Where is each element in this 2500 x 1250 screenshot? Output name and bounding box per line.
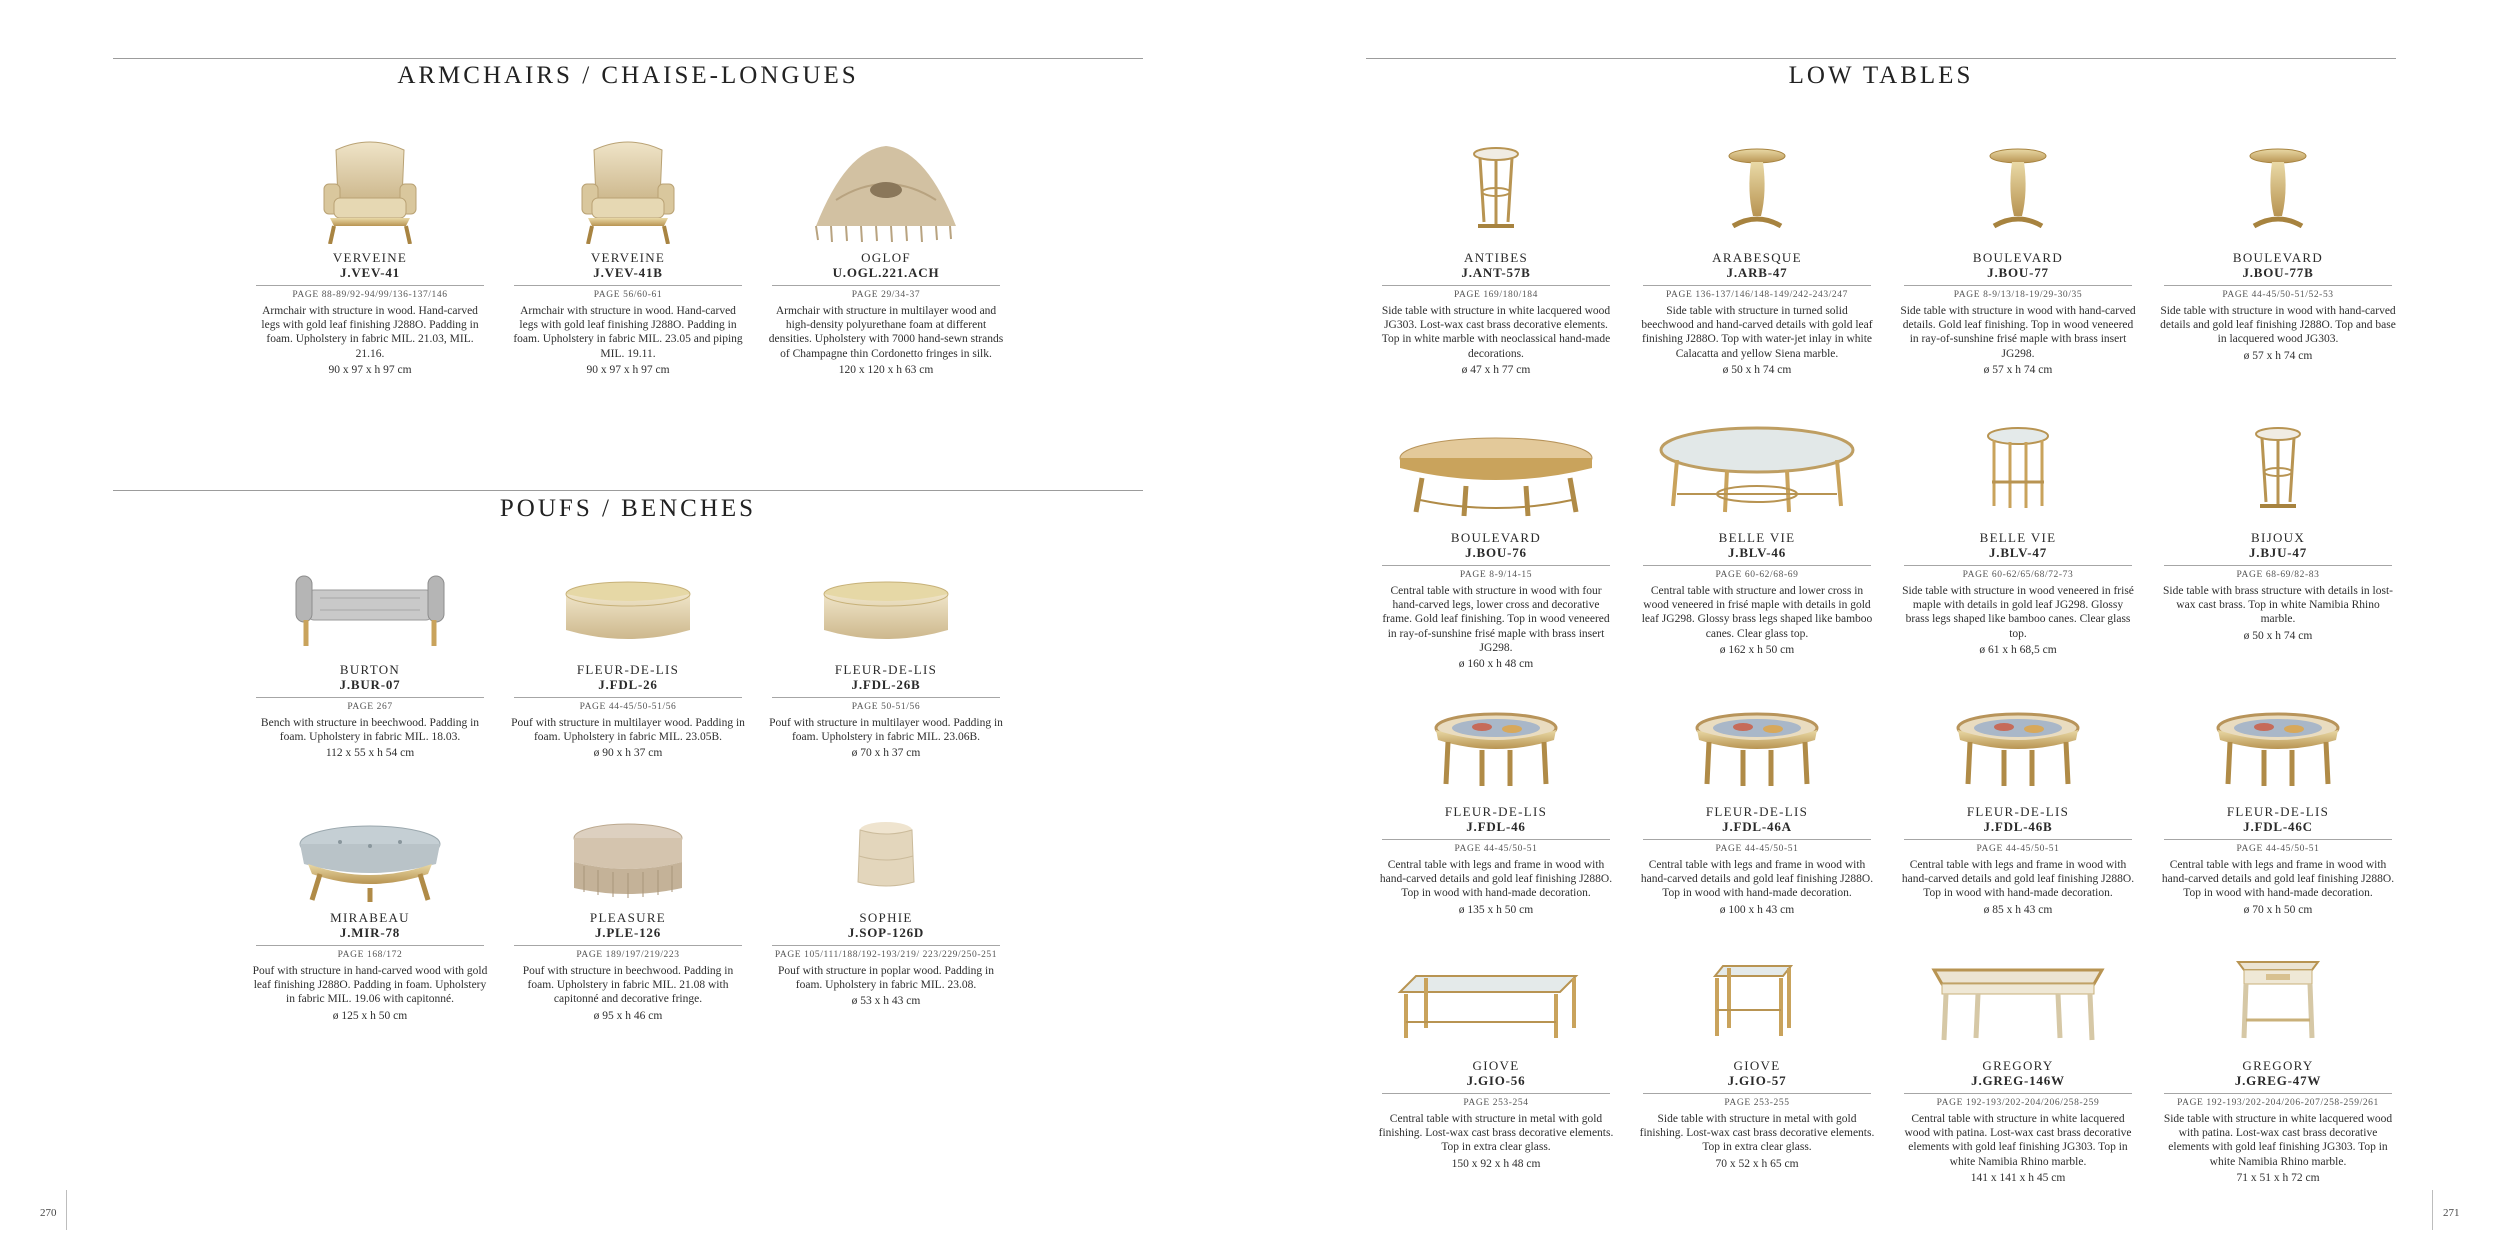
- product-card[interactable]: [2160, 414, 2396, 644]
- armchair-image: [510, 130, 746, 248]
- product-pages: PAGE 8-9/14-15: [1459, 570, 1533, 580]
- product-pages: PAGE 60-62/68-69: [1715, 570, 1799, 580]
- product-pages: PAGE 136-137/146/148-149/242-243/247: [1666, 290, 1848, 300]
- product-divider: [1382, 565, 1610, 566]
- product-dimensions: ø 162 x h 50 cm: [1719, 643, 1795, 656]
- product-code: J.FDL-46A: [1722, 819, 1792, 834]
- product-card[interactable]: [1639, 688, 1875, 918]
- product-code: J.BLV-47: [1988, 545, 2048, 560]
- product-description: Central table with legs and frame in wood with hand-carved details and gold leaf finishing J288O. Top in wood with hand-made decoration.: [2161, 859, 2395, 900]
- product-card[interactable]: [1900, 688, 2136, 918]
- product-description: Pouf with structure in multilayer wood. Padding in foam. Upholstery in fabric MIL. 23.05B.: [511, 717, 745, 744]
- product-code: J.SOP-126D: [847, 925, 925, 940]
- product-divider: [256, 697, 484, 698]
- glass-side-table-image: [1900, 414, 2136, 528]
- product-card[interactable]: [768, 542, 1004, 761]
- product-card[interactable]: [1378, 942, 1614, 1172]
- decorated-table-image: [1378, 688, 1614, 802]
- product-divider: [1904, 285, 2132, 286]
- product-card[interactable]: [510, 790, 746, 1024]
- product-pages: PAGE 88-89/92-94/99/136-137/146: [292, 290, 448, 300]
- product-description: Central table with structure and lower cross in wood veneered in frisé maple with details in gold leaf JG298. Glossy brass legs shaped like bamboo canes. Clear glass top.: [1641, 585, 1873, 640]
- product-dimensions: 112 x 55 x h 54 cm: [325, 747, 415, 760]
- product-pages: PAGE 29/34-37: [851, 290, 921, 300]
- product-pages: PAGE 68-69/82-83: [2236, 570, 2320, 580]
- product-description: Pouf with structure in multilayer wood. Padding in foam. Upholstery in fabric MIL. 23.06B.: [769, 717, 1003, 744]
- product-name: GIOVE: [1472, 1058, 1520, 1073]
- fringe-chair-image: [768, 130, 1004, 248]
- product-code: J.ARB-47: [1726, 265, 1788, 280]
- product-description: Armchair with structure in wood. Hand-carved legs with gold leaf finishing J288O. Padding in foam. Upholstery in fabric MIL. 21.03, MIL. 21.16.: [261, 305, 479, 360]
- section-rule-poufs: [113, 490, 1143, 491]
- product-name: OGLOF: [861, 250, 911, 265]
- product-dimensions: 70 x 52 x h 65 cm: [1715, 1157, 1799, 1170]
- product-description: Central table with structure in white lacquered wood with patina. Lost-wax cast brass decorative elements with gold leaf finishing JG303. Top in white Namibia Rhino marble.: [1904, 1113, 2132, 1168]
- product-card[interactable]: [1900, 414, 2136, 658]
- product-pages: PAGE 44-45/50-51/56: [579, 702, 677, 712]
- pedestal-table-image: [1900, 134, 2136, 248]
- metal-coffee-table-image: [1378, 942, 1614, 1056]
- product-dimensions: ø 57 x h 74 cm: [2243, 349, 2313, 362]
- product-code: J.GREG-146W: [1971, 1073, 2065, 1088]
- product-code: J.PLE-126: [594, 925, 662, 940]
- product-dimensions: ø 47 x h 77 cm: [1461, 363, 1531, 376]
- product-pages: PAGE 169/180/184: [1454, 290, 1538, 300]
- decorated-table-image: [1639, 688, 1875, 802]
- product-code: J.GIO-57: [1727, 1073, 1787, 1088]
- fringe-pouf-image: [510, 790, 746, 908]
- product-divider: [514, 285, 742, 286]
- product-code: J.BJU-47: [2248, 545, 2308, 560]
- product-description: Side table with structure in white lacquered wood with patina. Lost-wax cast brass decorative elements with gold leaf finishing JG303. Top in white Namibia Rhino marble.: [2163, 1113, 2393, 1168]
- product-name: PLEASURE: [589, 910, 667, 925]
- page-divider-right: [2432, 1190, 2433, 1230]
- page-divider-left: [66, 1190, 67, 1230]
- product-description: Central table with legs and frame in wood with hand-carved details and gold leaf finishing J288O. Top in wood with hand-made decoration.: [1901, 859, 2135, 900]
- product-dimensions: ø 160 x h 48 cm: [1458, 658, 1534, 671]
- product-description: Central table with structure in metal with gold finishing. Lost-wax cast brass decorative elements. Top in extra clear glass.: [1378, 1113, 1614, 1154]
- product-code: J.BLV-46: [1727, 545, 1787, 560]
- section-title-armchairs: ARMCHAIRS / CHAISE-LONGUES: [397, 62, 859, 89]
- product-code: J.ANT-57B: [1461, 265, 1531, 280]
- product-card[interactable]: [2160, 134, 2396, 364]
- product-name: BELLE VIE: [1718, 530, 1796, 545]
- product-divider: [256, 285, 484, 286]
- product-description: Side table with structure in wood with hand-carved details. Gold leaf finishing. Top in wood veneered in ray-of-sunshine frisé maple with brass insert JG298.: [1900, 305, 2136, 360]
- product-description: Side table with structure in wood with hand-carved details and gold leaf finishing J288O. Top and base in lacquered wood JG303.: [2160, 305, 2396, 346]
- product-pages: PAGE 44-45/50-51: [1715, 844, 1799, 854]
- decorated-table-image: [2160, 688, 2396, 802]
- product-description: Armchair with structure in multilayer wood and high-density polyurethane foam at different densities. Upholstery with 7000 hand-sewn strands of Champagne thin Cordonetto fringes in silk.: [768, 305, 1004, 360]
- product-card[interactable]: [1639, 942, 1875, 1172]
- product-description: Central table with legs and frame in wood with hand-carved details and gold leaf finishing J288O. Top in wood with hand-made decoration.: [1379, 859, 1613, 900]
- product-card[interactable]: [1378, 134, 1614, 378]
- product-card[interactable]: [1378, 414, 1614, 672]
- product-dimensions: 90 x 97 x h 97 cm: [328, 363, 412, 376]
- product-card[interactable]: [768, 130, 1004, 378]
- small-pouf-image: [768, 790, 1004, 908]
- product-card[interactable]: [252, 790, 488, 1024]
- product-code: J.BOU-76: [1465, 545, 1527, 560]
- product-name: BOULEVARD: [1972, 250, 2064, 265]
- product-card[interactable]: [2160, 688, 2396, 918]
- product-code: J.FDL-26: [598, 677, 658, 692]
- product-code: J.FDL-46B: [1983, 819, 2053, 834]
- product-pages: PAGE 192-193/202-204/206-207/258-259/261: [2177, 1098, 2379, 1108]
- product-divider: [514, 697, 742, 698]
- product-dimensions: ø 70 x h 50 cm: [2243, 903, 2313, 916]
- product-code: J.VEV-41B: [593, 265, 663, 280]
- product-name: MIRABEAU: [330, 910, 410, 925]
- product-dimensions: 120 x 120 x h 63 cm: [838, 363, 934, 376]
- product-code: J.GIO-56: [1466, 1073, 1526, 1088]
- product-card[interactable]: [1900, 134, 2136, 378]
- product-code: J.BUR-07: [339, 677, 401, 692]
- product-code: J.FDL-46C: [2243, 819, 2313, 834]
- product-description: Side table with structure in white lacquered wood JG303. Lost-wax cast brass decorative elements. Top in white marble with neoclassical hand-made decorations.: [1381, 305, 1611, 360]
- top-rule-right: [1366, 58, 2396, 59]
- product-divider: [772, 945, 1000, 946]
- round-pouf-image: [510, 542, 746, 660]
- product-name: ARABESQUE: [1712, 250, 1802, 265]
- product-pages: PAGE 44-45/50-51: [1976, 844, 2060, 854]
- product-description: Pouf with structure in poplar wood. Padding in foam. Upholstery in fabric MIL. 23.08.: [778, 965, 994, 992]
- product-divider: [1904, 839, 2132, 840]
- product-name: FLEUR-DE-LIS: [2226, 804, 2330, 819]
- product-divider: [772, 697, 1000, 698]
- product-card[interactable]: [1900, 942, 2136, 1186]
- product-pages: PAGE 189/197/219/223: [576, 950, 680, 960]
- product-description: Pouf with structure in hand-carved wood with gold leaf finishing J288O. Padding in foam. Upholstery in fabric MIL. 19.06 with capitonné.: [252, 965, 488, 1006]
- product-name: BELLE VIE: [1979, 530, 2057, 545]
- section-title-poufs: POUFS / BENCHES: [499, 495, 757, 522]
- product-description: Central table with legs and frame in wood with hand-carved details and gold leaf finishing J288O. Top in wood with hand-made decoration.: [1640, 859, 1874, 900]
- product-name: BOULEVARD: [1450, 530, 1542, 545]
- product-name: FLEUR-DE-LIS: [576, 662, 680, 677]
- product-card[interactable]: [1639, 414, 1875, 658]
- product-dimensions: ø 125 x h 50 cm: [332, 1009, 408, 1022]
- product-dimensions: ø 61 x h 68,5 cm: [1979, 643, 2057, 656]
- metal-side-table-image: [1639, 942, 1875, 1056]
- glass-coffee-table-image: [1639, 414, 1875, 528]
- tripod-side-table-image: [2160, 414, 2396, 528]
- product-code: J.GREG-47W: [2234, 1073, 2322, 1088]
- product-divider: [1904, 1093, 2132, 1094]
- product-divider: [1643, 565, 1871, 566]
- decorated-table-image: [1900, 688, 2136, 802]
- product-divider: [1382, 1093, 1610, 1094]
- round-pouf-image: [768, 542, 1004, 660]
- square-side-table-image: [2160, 942, 2396, 1056]
- armchair-image: [252, 130, 488, 248]
- product-dimensions: ø 135 x h 50 cm: [1458, 903, 1534, 916]
- product-dimensions: ø 90 x h 37 cm: [593, 747, 663, 760]
- product-description: Central table with structure in wood with four hand-carved legs, lower cross and decorative frame. Gold leaf finishing. Top in wood veneered in ray-of-sunshine frisé maple with brass insert JG298.: [1382, 585, 1610, 654]
- product-divider: [2164, 285, 2392, 286]
- product-dimensions: 90 x 97 x h 97 cm: [586, 363, 670, 376]
- product-dimensions: ø 50 x h 74 cm: [1722, 363, 1792, 376]
- bench-image: [252, 542, 488, 660]
- pedestal-table-image: [1639, 134, 1875, 248]
- product-divider: [1643, 1093, 1871, 1094]
- product-card[interactable]: [2160, 942, 2396, 1186]
- product-name: FLEUR-DE-LIS: [1705, 804, 1809, 819]
- product-pages: PAGE 44-45/50-51: [2236, 844, 2320, 854]
- product-dimensions: ø 50 x h 74 cm: [2243, 629, 2313, 642]
- product-dimensions: ø 70 x h 37 cm: [851, 747, 921, 760]
- product-divider: [1382, 285, 1610, 286]
- product-card[interactable]: [510, 542, 746, 761]
- product-divider: [1382, 839, 1610, 840]
- product-name: FLEUR-DE-LIS: [1444, 804, 1548, 819]
- product-pages: PAGE 168/172: [337, 950, 403, 960]
- product-name: VERVEINE: [590, 250, 666, 265]
- page-number-right: 271: [2443, 1207, 2460, 1219]
- product-dimensions: 71 x 51 x h 72 cm: [2236, 1171, 2320, 1184]
- pedestal-table-image: [2160, 134, 2396, 248]
- product-description: Side table with structure in turned solid beechwood and hand-carved details with gold leaf finishing J288O. Top with water-jet inlay in white Calacatta and yellow Siena marble.: [1641, 305, 1873, 360]
- product-divider: [772, 285, 1000, 286]
- product-pages: PAGE 192-193/202-204/206/258-259: [1936, 1098, 2100, 1108]
- product-divider: [2164, 1093, 2392, 1094]
- product-name: GIOVE: [1733, 1058, 1781, 1073]
- product-name: GREGORY: [1982, 1058, 2054, 1073]
- product-pages: PAGE 8-9/13/18-19/29-30/35: [1953, 290, 2083, 300]
- product-name: BOULEVARD: [2232, 250, 2324, 265]
- product-description: Side table with brass structure with details in lost-wax cast brass. Top in white Namibia Rhino marble.: [2163, 585, 2393, 626]
- page-number-left: 270: [40, 1207, 57, 1219]
- product-description: Bench with structure in beechwood. Padding in foam. Upholstery in fabric MIL. 18.03.: [260, 717, 480, 744]
- product-name: FLEUR-DE-LIS: [1966, 804, 2070, 819]
- product-description: Side table with structure in metal with gold finishing. Lost-wax cast brass decorative elements. Top in extra clear glass.: [1639, 1113, 1875, 1154]
- product-divider: [1643, 285, 1871, 286]
- product-pages: PAGE 44-45/50-51: [1454, 844, 1538, 854]
- product-pages: PAGE 56/60-61: [593, 290, 663, 300]
- product-dimensions: ø 95 x h 46 cm: [593, 1009, 663, 1022]
- product-code: J.FDL-26B: [851, 677, 921, 692]
- product-pages: PAGE 50-51/56: [851, 702, 921, 712]
- tufted-ottoman-image: [252, 790, 488, 908]
- product-name: VERVEINE: [332, 250, 408, 265]
- product-pages: PAGE 267: [347, 702, 393, 712]
- product-card[interactable]: [768, 790, 1004, 1009]
- top-rule-left: [113, 58, 1143, 59]
- product-pages: PAGE 253-255: [1724, 1098, 1790, 1108]
- product-divider: [514, 945, 742, 946]
- product-dimensions: 141 x 141 x h 45 cm: [1970, 1171, 2066, 1184]
- product-card[interactable]: [252, 130, 488, 378]
- product-card[interactable]: [1378, 688, 1614, 918]
- product-code: U.OGL.221.ACH: [832, 265, 940, 280]
- round-coffee-table-image: [1378, 414, 1614, 528]
- product-card[interactable]: [1639, 134, 1875, 378]
- product-dimensions: 150 x 92 x h 48 cm: [1451, 1157, 1541, 1170]
- product-description: Armchair with structure in wood. Hand-carved legs with gold leaf finishing J288O. Padding in foam. Upholstery in fabric MIL. 23.05 and piping MIL. 19.11.: [513, 305, 743, 360]
- product-name: BIJOUX: [2250, 530, 2306, 545]
- product-card[interactable]: [252, 542, 488, 761]
- product-card[interactable]: [510, 130, 746, 378]
- product-name: BURTON: [339, 662, 401, 677]
- tripod-side-table-image: [1378, 134, 1614, 248]
- product-pages: PAGE 253-254: [1463, 1098, 1529, 1108]
- product-code: J.BOU-77B: [2242, 265, 2314, 280]
- product-name: GREGORY: [2242, 1058, 2314, 1073]
- product-name: SOPHIE: [859, 910, 913, 925]
- product-pages: PAGE 44-45/50-51/52-53: [2222, 290, 2334, 300]
- product-divider: [2164, 565, 2392, 566]
- product-code: J.BOU-77: [1987, 265, 2049, 280]
- product-divider: [2164, 839, 2392, 840]
- product-pages: PAGE 60-62/65/68/72-73: [1962, 570, 2074, 580]
- product-dimensions: ø 100 x h 43 cm: [1719, 903, 1795, 916]
- product-description: Pouf with structure in beechwood. Padding in foam. Upholstery in fabric MIL. 21.08 with capitonné and decorative fringe.: [522, 965, 734, 1006]
- product-divider: [1643, 839, 1871, 840]
- section-title-low-tables: LOW TABLES: [1788, 62, 1974, 89]
- product-code: J.VEV-41: [340, 265, 400, 280]
- product-dimensions: ø 85 x h 43 cm: [1983, 903, 2053, 916]
- product-dimensions: ø 57 x h 74 cm: [1983, 363, 2053, 376]
- product-divider: [256, 945, 484, 946]
- product-dimensions: ø 53 x h 43 cm: [851, 995, 921, 1008]
- product-code: J.FDL-46: [1466, 819, 1526, 834]
- product-name: ANTIBES: [1464, 250, 1528, 265]
- product-divider: [1904, 565, 2132, 566]
- square-coffee-table-image: [1900, 942, 2136, 1056]
- product-code: J.MIR-78: [339, 925, 401, 940]
- product-pages: PAGE 105/111/188/192-193/219/ 223/229/250-251: [774, 950, 998, 960]
- product-name: FLEUR-DE-LIS: [834, 662, 938, 677]
- product-description: Side table with structure in wood veneered in frisé maple with details in gold leaf JG298. Glossy brass legs shaped like bamboo canes. Clear glass top.: [1902, 585, 2134, 640]
